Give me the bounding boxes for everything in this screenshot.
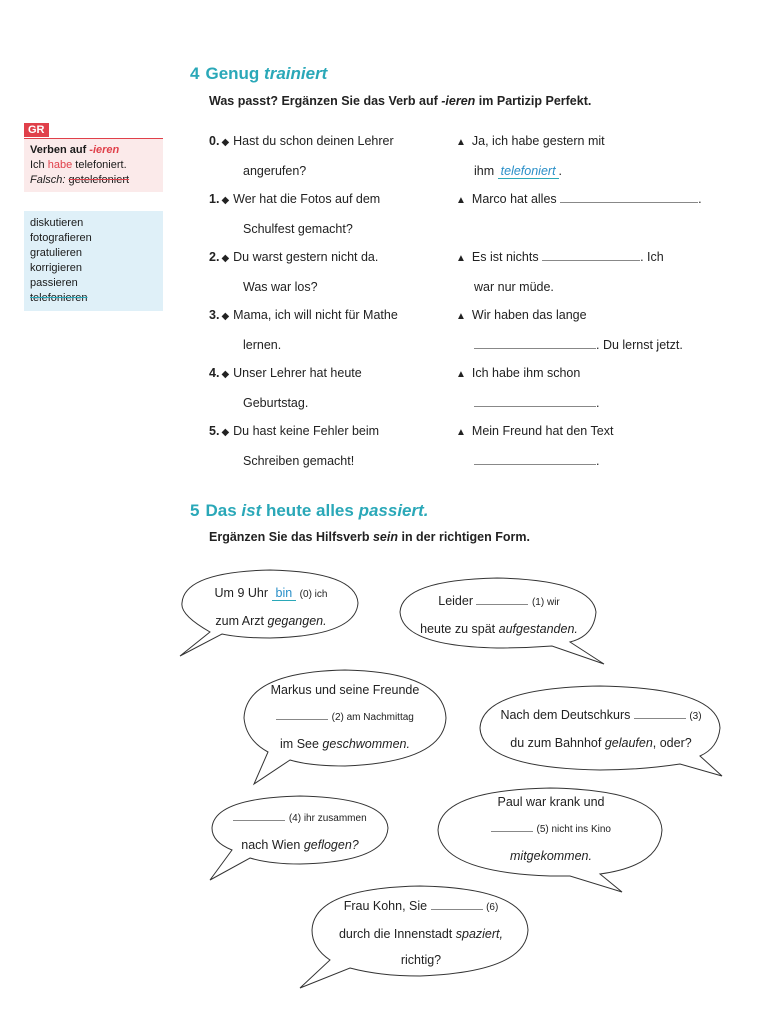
answer-5: ▲ Mein Freund hat den Text bbox=[456, 424, 614, 438]
answer-2: ▲ Es ist nichts . Ich bbox=[456, 250, 664, 264]
answer-3: ▲ Wir haben das lange bbox=[456, 308, 587, 322]
gr-badge: GR bbox=[24, 123, 49, 137]
question-5: 5. ◆ Du hast keine Fehler beim bbox=[209, 424, 380, 438]
exercise-5-title: 5 Das ist heute alles passiert. bbox=[190, 501, 429, 520]
question-4: 4. ◆ Unser Lehrer hat heute bbox=[209, 366, 362, 380]
verb-item: diskutieren bbox=[30, 217, 84, 229]
bubble-1-blank[interactable] bbox=[476, 593, 528, 605]
exercise-5-instruction: Ergänzen Sie das Hilfsverb sein in der richtigen Form. bbox=[209, 530, 530, 544]
answer-5-line2: . bbox=[456, 447, 746, 475]
question-1: 1. ◆ Wer hat die Fotos auf dem bbox=[209, 192, 381, 206]
question-2: 2. ◆ Du warst gestern nicht da. bbox=[209, 250, 379, 264]
bubble-3-blank[interactable] bbox=[634, 707, 686, 719]
answer-0: ▲ Ja, ich habe gestern mit bbox=[456, 134, 605, 148]
question-0: 0. ◆ Hast du schon deinen Lehrer bbox=[209, 134, 394, 148]
answer-0-line2: ihm telefoniert . bbox=[474, 164, 563, 178]
bubble-0-filled: bin bbox=[272, 586, 297, 601]
question-4-line2: Geburtstag. bbox=[243, 396, 309, 410]
question-3: 3. ◆ Mama, ich will nicht für Mathe bbox=[209, 308, 398, 322]
answer-1: ▲ Marco hat alles . bbox=[456, 192, 702, 206]
bubble-1-text: Leider (1) wir heute zu spät aufgestanden. bbox=[420, 594, 578, 636]
verb-item: telefonieren bbox=[30, 292, 88, 304]
question-5-line2: Schreiben gemacht! bbox=[243, 454, 355, 468]
bubble-0-text: Um 9 Uhr bin (0) ich zum Arzt gegangen. bbox=[214, 586, 328, 628]
bubble-3-text: Nach dem Deutschkurs (3) du zum Bahnhof gelaufen, oder? bbox=[500, 708, 702, 750]
exercise-4-title: 4 Genug trainiert bbox=[190, 64, 328, 83]
verb-item: korrigieren bbox=[30, 262, 82, 274]
question-2-line2: Was war los? bbox=[243, 280, 318, 294]
question-1-line2: Schulfest gemacht? bbox=[243, 222, 353, 236]
rule-falsch: Falsch: getelefoniert bbox=[30, 174, 130, 186]
answer-4-line2: . bbox=[456, 389, 746, 417]
question-3-line2: lernen. bbox=[243, 338, 282, 352]
answer-2-line2: war nur müde. bbox=[474, 280, 554, 294]
bubble-4-blank[interactable] bbox=[233, 809, 285, 821]
rule-example: Ich habe telefoniert. bbox=[30, 159, 127, 171]
verb-item: passieren bbox=[30, 277, 78, 289]
answer-3-line2: . Du lernst jetzt. bbox=[456, 331, 746, 359]
verb-item: gratulieren bbox=[30, 247, 82, 259]
answer-4: ▲ Ich habe ihm schon bbox=[456, 366, 581, 380]
bubble-2-blank[interactable] bbox=[276, 708, 328, 720]
answer-0-filled: telefoniert bbox=[498, 164, 559, 179]
question-0-line2: angerufen? bbox=[243, 164, 307, 178]
bubble-4-text: (4) ihr zusammen nach Wien geflogen? bbox=[214, 804, 386, 858]
bubble-5-text: Paul war krank und (5) nicht ins Kino mitgekommen. bbox=[446, 789, 656, 869]
bubble-2-text: Markus und seine Freunde (2) am Nachmittag im See geschwommen. bbox=[270, 683, 420, 751]
rule-title: Verben auf -ieren bbox=[30, 144, 120, 156]
verb-item: fotografieren bbox=[30, 232, 92, 244]
bubble-6-blank[interactable] bbox=[431, 898, 483, 910]
bubble-6-text: Frau Kohn, Sie (6) durch die Innenstadt spaziert, richtig? bbox=[338, 899, 503, 967]
bubble-5-blank[interactable] bbox=[491, 820, 533, 832]
exercise-4-instruction: Was passt? Ergänzen Sie das Verb auf -ieren im Partizip Perfekt. bbox=[209, 94, 592, 108]
